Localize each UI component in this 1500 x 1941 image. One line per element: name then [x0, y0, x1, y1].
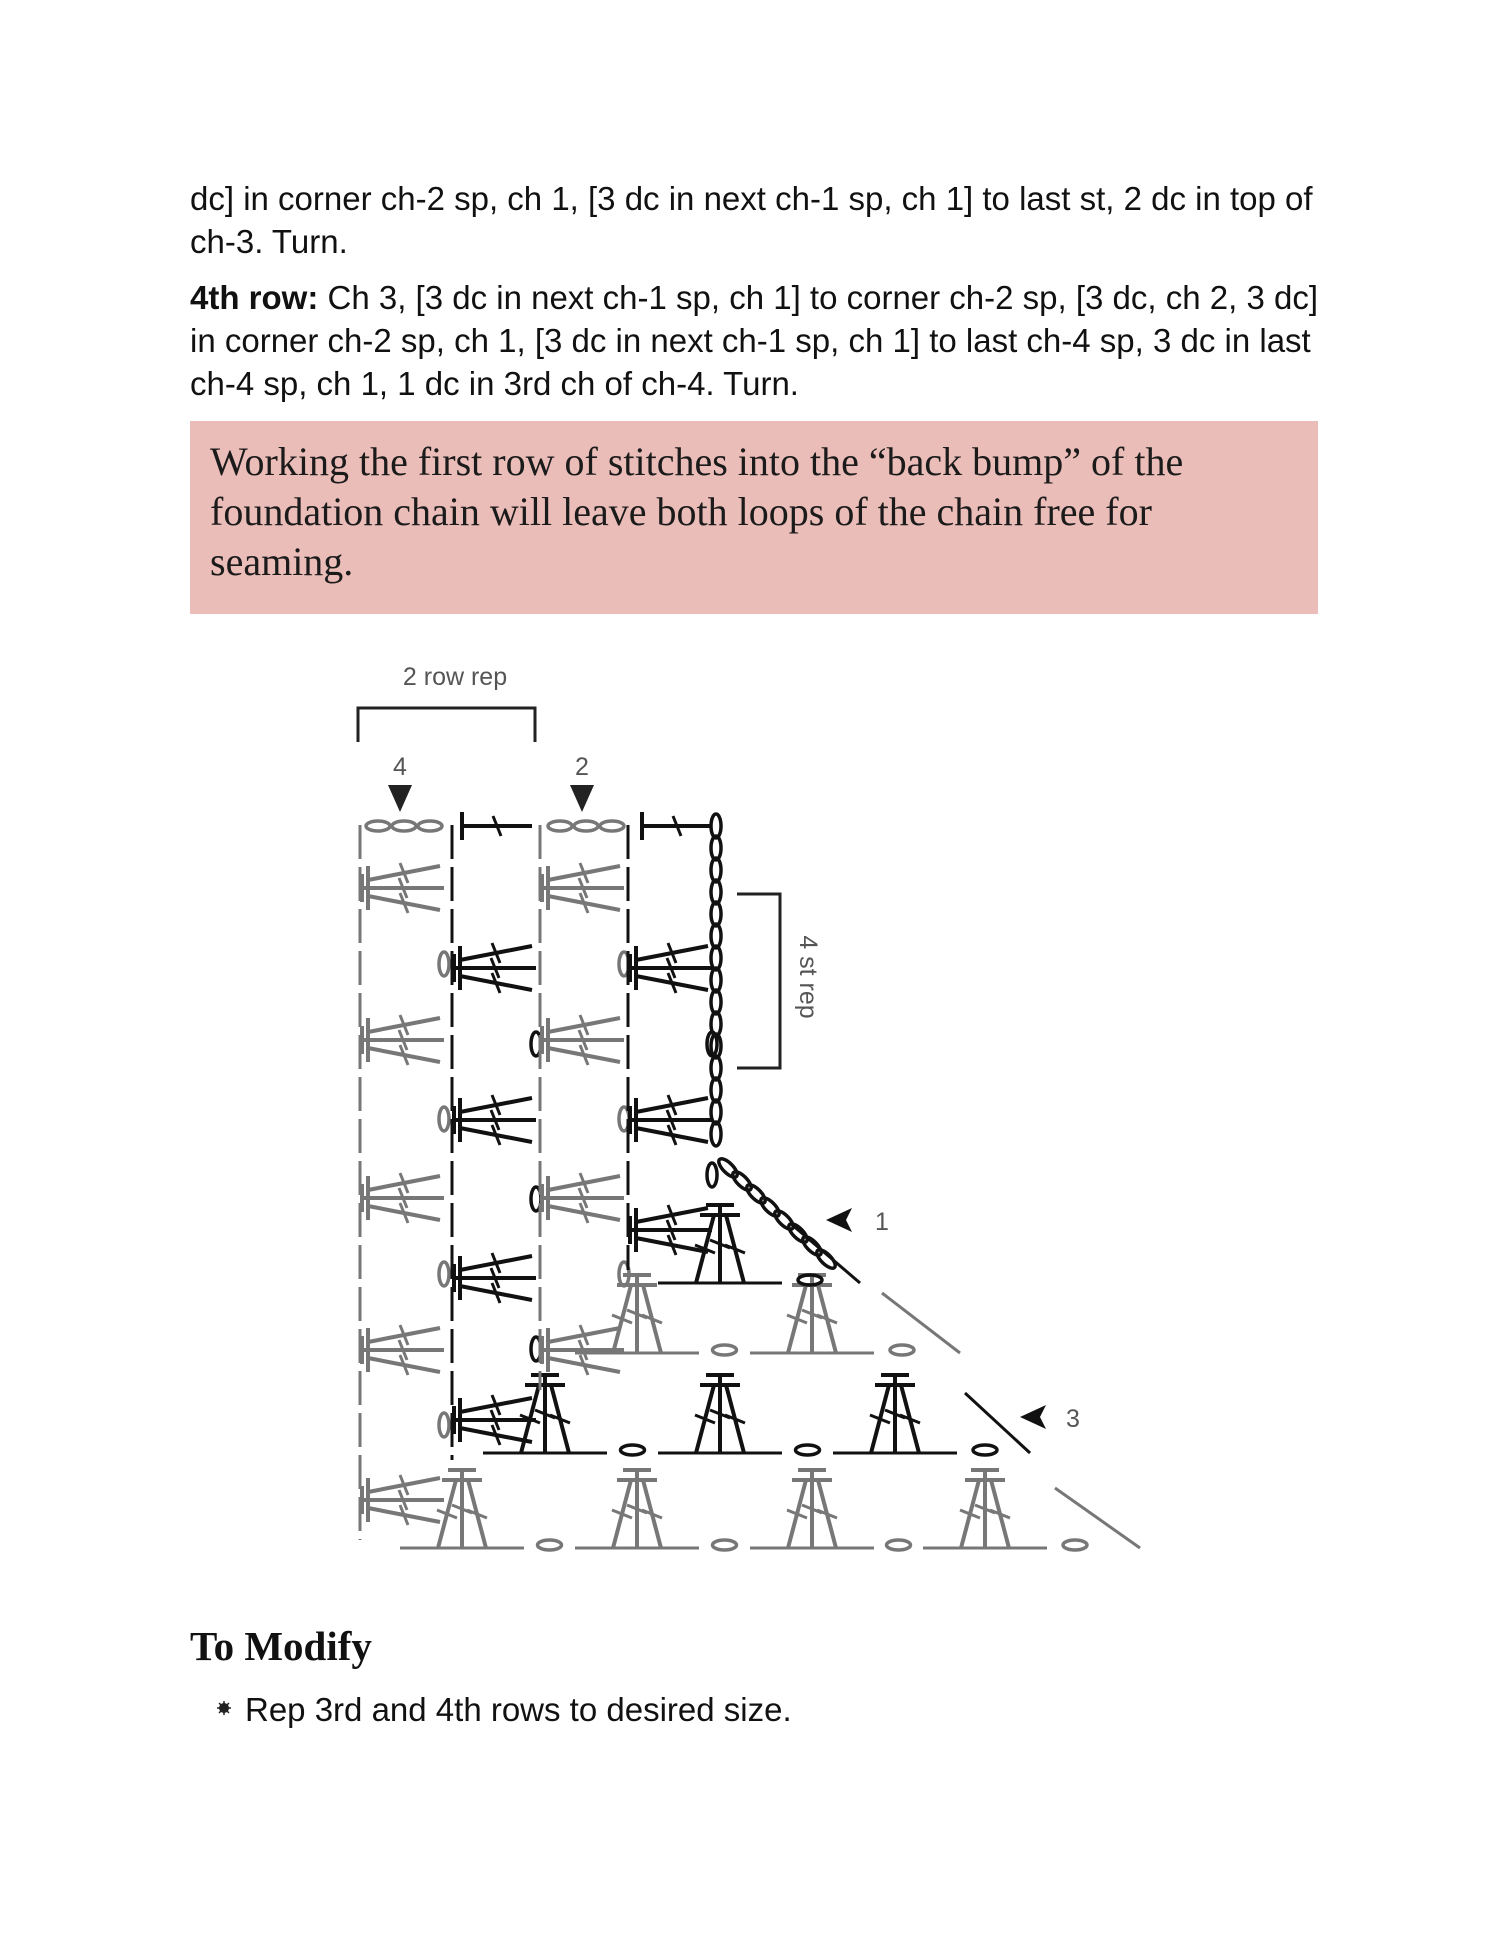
- row-marker-2: 2: [575, 753, 589, 781]
- row-marker-4: 4: [393, 753, 407, 781]
- bullet-icon: [217, 1701, 231, 1715]
- chain-symbol: [707, 1163, 717, 1187]
- chain-symbol: [890, 1345, 914, 1355]
- turning-chain-symbol: [965, 1393, 1030, 1453]
- chain-symbol: [814, 1247, 838, 1271]
- chain-symbol: [744, 1182, 768, 1206]
- chain-symbol: [538, 1540, 562, 1550]
- row-1-arrow-icon: [826, 1208, 852, 1232]
- row-4-arrow-icon: [388, 785, 412, 812]
- chain-symbol: [439, 1107, 449, 1131]
- chain-symbol: [887, 1540, 911, 1550]
- chain-symbol: [730, 1169, 754, 1193]
- row-3-arrow-icon: [1020, 1405, 1046, 1429]
- chain-symbol: [758, 1195, 782, 1219]
- row-repeat-label: 2 row rep: [402, 663, 508, 691]
- chain-symbol: [713, 1540, 737, 1550]
- chain-symbol: [418, 821, 442, 831]
- chain-symbol: [366, 821, 390, 831]
- tip-box: Working the first row of stitches into the “back bump” of the foundation chain will leave both loops of the chain free for seaming.: [190, 421, 1318, 614]
- chain-symbol: [574, 821, 598, 831]
- instruction-paragraph: dc] in corner ch-2 sp, ch 1, [3 dc in next ch-1 sp, ch 1] to last st, 2 dc in top of ch-3. Turn.: [190, 180, 1313, 260]
- chain-symbol: [796, 1445, 820, 1455]
- turning-chain-symbol: [1055, 1488, 1140, 1548]
- row-instructions: Ch 3, [3 dc in next ch-1 sp, ch 1] to corner ch-2 sp, [3 dc, ch 2, 3 dc] in corner ch-2 sp, ch 1, [3 dc in next ch-1 sp, ch 1] to last ch-4 sp, 3 dc in last ch-4 sp, ch 1, 1 dc in 3rd ch of ch-4. Turn.: [190, 279, 1318, 402]
- chain-symbol: [1063, 1540, 1087, 1550]
- modify-item-text: Rep 3rd and 4th rows to desired size.: [245, 1691, 792, 1728]
- chain-symbol: [621, 1445, 645, 1455]
- row-marker-1: 1: [875, 1208, 889, 1236]
- stitch-symbols: [360, 812, 1140, 1550]
- chain-symbol: [786, 1221, 810, 1245]
- to-modify-heading: To Modify: [190, 1623, 372, 1669]
- row-label: 4th row:: [190, 279, 319, 316]
- stitch-repeat-label: 4 st rep: [794, 935, 822, 1019]
- chain-symbol: [772, 1208, 796, 1232]
- chain-symbol: [800, 1234, 824, 1258]
- turning-chain-symbol: [882, 1293, 960, 1353]
- chain-symbol: [439, 1262, 449, 1286]
- chain-symbol: [716, 1156, 740, 1180]
- chain-symbol: [713, 1345, 737, 1355]
- chain-symbol: [392, 821, 416, 831]
- row-2-arrow-icon: [570, 785, 594, 812]
- stitch-repeat-bracket: [737, 894, 780, 1068]
- chain-symbol: [439, 952, 449, 976]
- chain-symbol: [973, 1445, 997, 1455]
- chain-symbol: [439, 1413, 449, 1437]
- chain-symbol: [548, 821, 572, 831]
- row-marker-3: 3: [1066, 1405, 1080, 1433]
- row-repeat-bracket: [358, 708, 535, 742]
- chain-symbol: [600, 821, 624, 831]
- list-item: [245, 1688, 792, 1731]
